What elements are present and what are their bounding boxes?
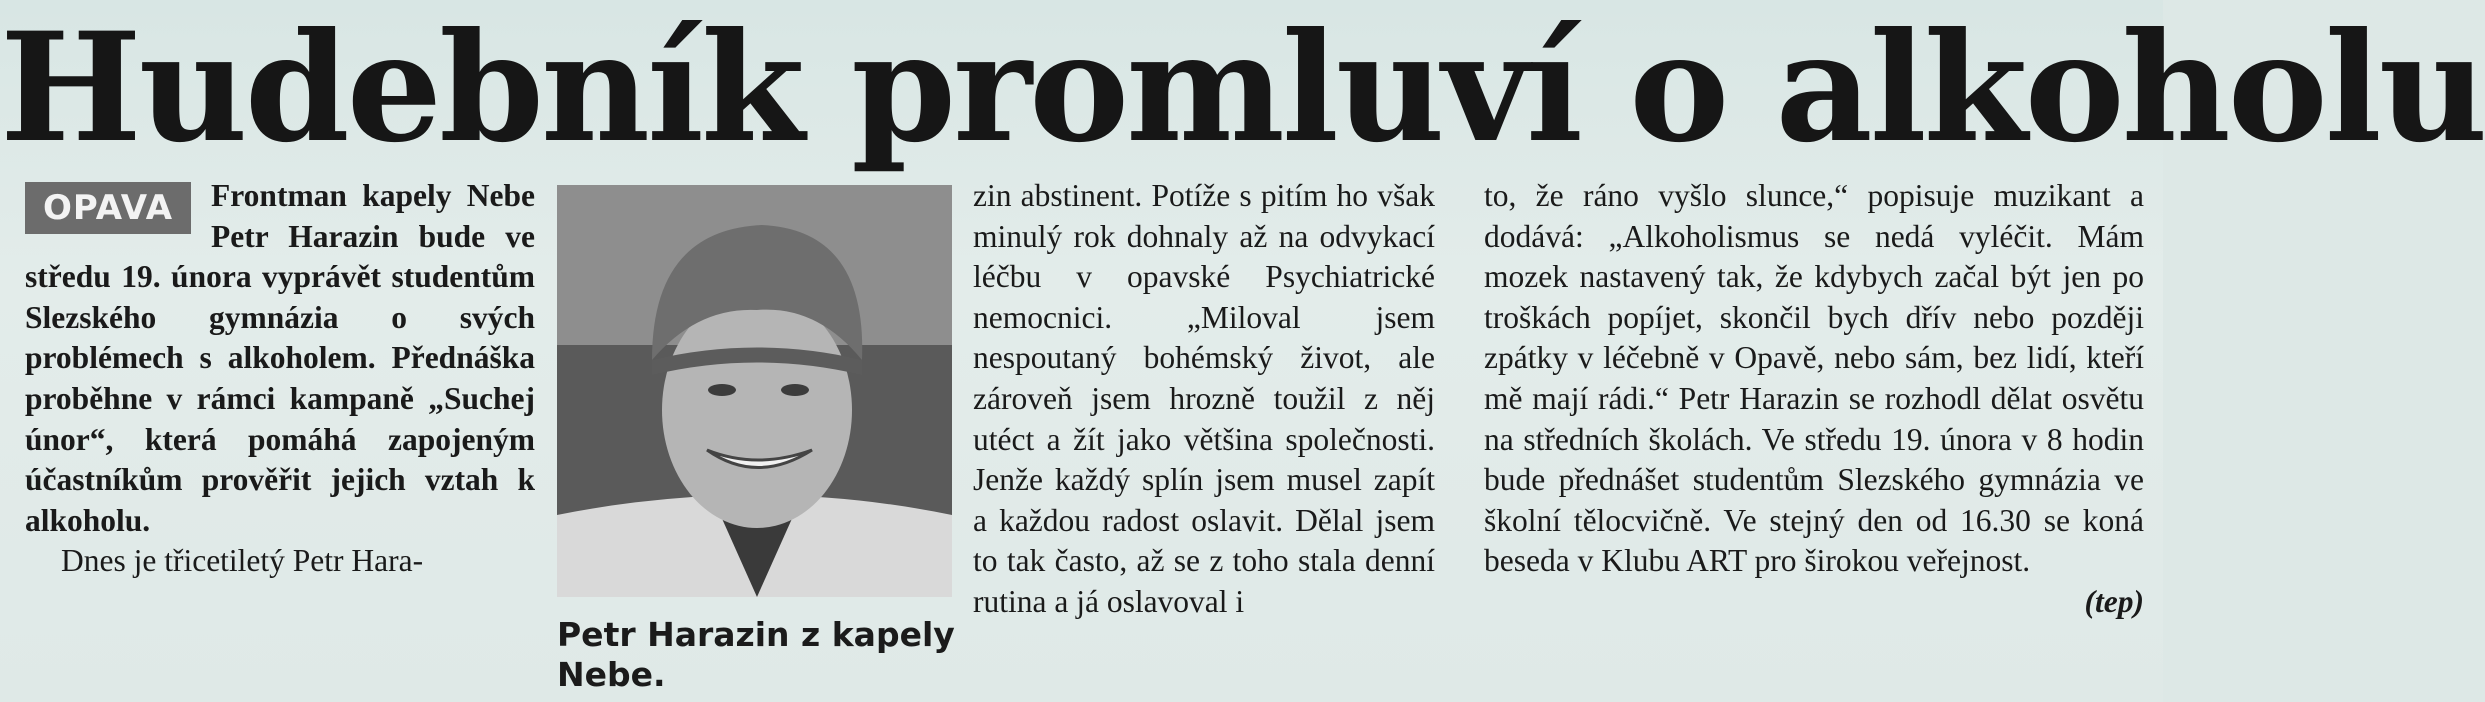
- portrait-illustration: [557, 185, 952, 597]
- portrait-photo: [557, 185, 952, 597]
- column-1: [25, 176, 535, 582]
- column-4: [1484, 176, 2144, 623]
- column-4-text: to, že ráno vyšlo slunce,“ popisuje muzikant a dodává: „Alkoholismus se nedá vyléčit. Mám mozek nastavený tak, že kdybych začal být jen po troškách popíjet, skončil bych dřív nebo později zpátky v léčebně v Opavě, nebo sám, bez lidí, kteří mě mají rádi.“ Petr Harazin se rozhodl dělat osvětu na středních školách. Ve středu 19. února v 8 hodin bude přednášet studentům Slezského gymnázia ve školní tělocvičně. Ve stejný den od 16.30 se koná beseda v Klubu ART pro širokou veřejnost.: [1484, 178, 2144, 579]
- photo-caption: Petr Harazin z kapely Nebe.: [557, 615, 955, 694]
- author-signoff: (tep): [2084, 583, 2144, 619]
- column-3-text: zin abstinent. Potíže s pitím ho však minulý rok dohnaly až na odvykací léčbu v opavské Psychiatrické nemocnici. „Miloval jsem nespoutaný bohémský život, ale zároveň jsem hrozně toužil z něj utéct a žít jako většina společnosti. Jenže každý splín jsem musel zapít a každou radost oslavit. Dělal jsem to tak často, až se z toho stala denní rutina a já oslavoval i: [973, 178, 1435, 619]
- lead-text: Frontman kapely Nebe Petr Harazin bude ve středu 19. února vyprávět studentům Slezského gymnázia o svých problémech s alkoholem. Přednáška proběhne v rámci kampaně „Suchej únor“, která pomáhá zapojeným účastníkům prověřit jejich vztah k alkoholu.: [25, 178, 535, 538]
- location-kicker: OPAVA: [25, 182, 191, 234]
- column-1-tail: Dnes je třicetiletý Petr Hara-: [61, 543, 424, 579]
- lead-paragraph: [25, 176, 535, 541]
- column-3: [973, 176, 1435, 623]
- headline: Hudebník promluví o alkoholu: [0, 0, 2485, 176]
